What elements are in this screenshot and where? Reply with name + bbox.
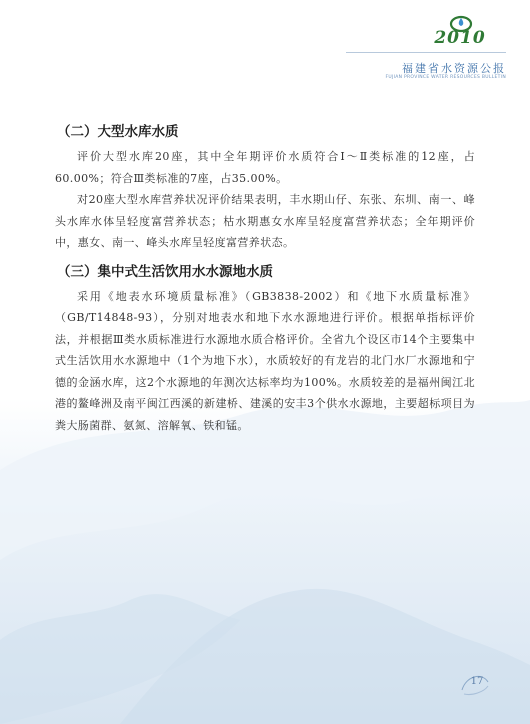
main-content <box>55 120 475 436</box>
section-drinking-water-sources <box>55 260 475 437</box>
section-heading: （二）大型水库水质 <box>57 124 179 140</box>
page-header <box>0 0 530 100</box>
header-divider <box>346 52 506 53</box>
paragraph: 采用《地表水环境质量标准》（GB3838-2002）和《地下水质量标准》（GB/T14848-93），分别对地表水和地下水水源地进行评价。根据单指标评价法，并根据Ⅲ类水质标准进行水源地水质合格评价。全省九个设区市14个主要集中式生活饮用水水源地中（1个为地下水），水质较好的有龙岩的北门水厂水源地和宁德的金涵水库，这2个水源地的年测次达标率均为100%。水质较差的是福州闽江北港的鳌峰洲及南平闽江西溪的新建桥、建溪的安丰3个供水水源地，主要超标项目为粪大肠菌群、氨氮、溶解氧、铁和锰。 <box>55 289 475 432</box>
section-heading: （三）集中式生活饮用水水源地水质 <box>57 263 273 280</box>
report-title: 福建省水资源公报 <box>402 62 506 75</box>
section-large-reservoirs <box>55 120 475 254</box>
paragraph: 对20座大型水库营养状况评价结果表明，丰水期山仔、东张、东圳、南一、峰头水库水体呈轻度富营养状态；枯水期惠女水库呈轻度富营养状态；全年期评价中，惠女、南一、峰头水库呈轻度富营养状态。 <box>55 193 475 249</box>
paragraph: 评价大型水库20座，其中全年期评价水质符合Ⅰ～Ⅱ类标准的12座，占60.00%；符合Ⅲ类标准的7座，占35.00%。 <box>55 150 475 185</box>
report-subtitle: FUJIAN PROVINCE WATER RESOURCES BULLETIN <box>385 75 506 80</box>
page-number: 17 <box>470 676 484 687</box>
report-year: 2010 <box>434 28 486 48</box>
